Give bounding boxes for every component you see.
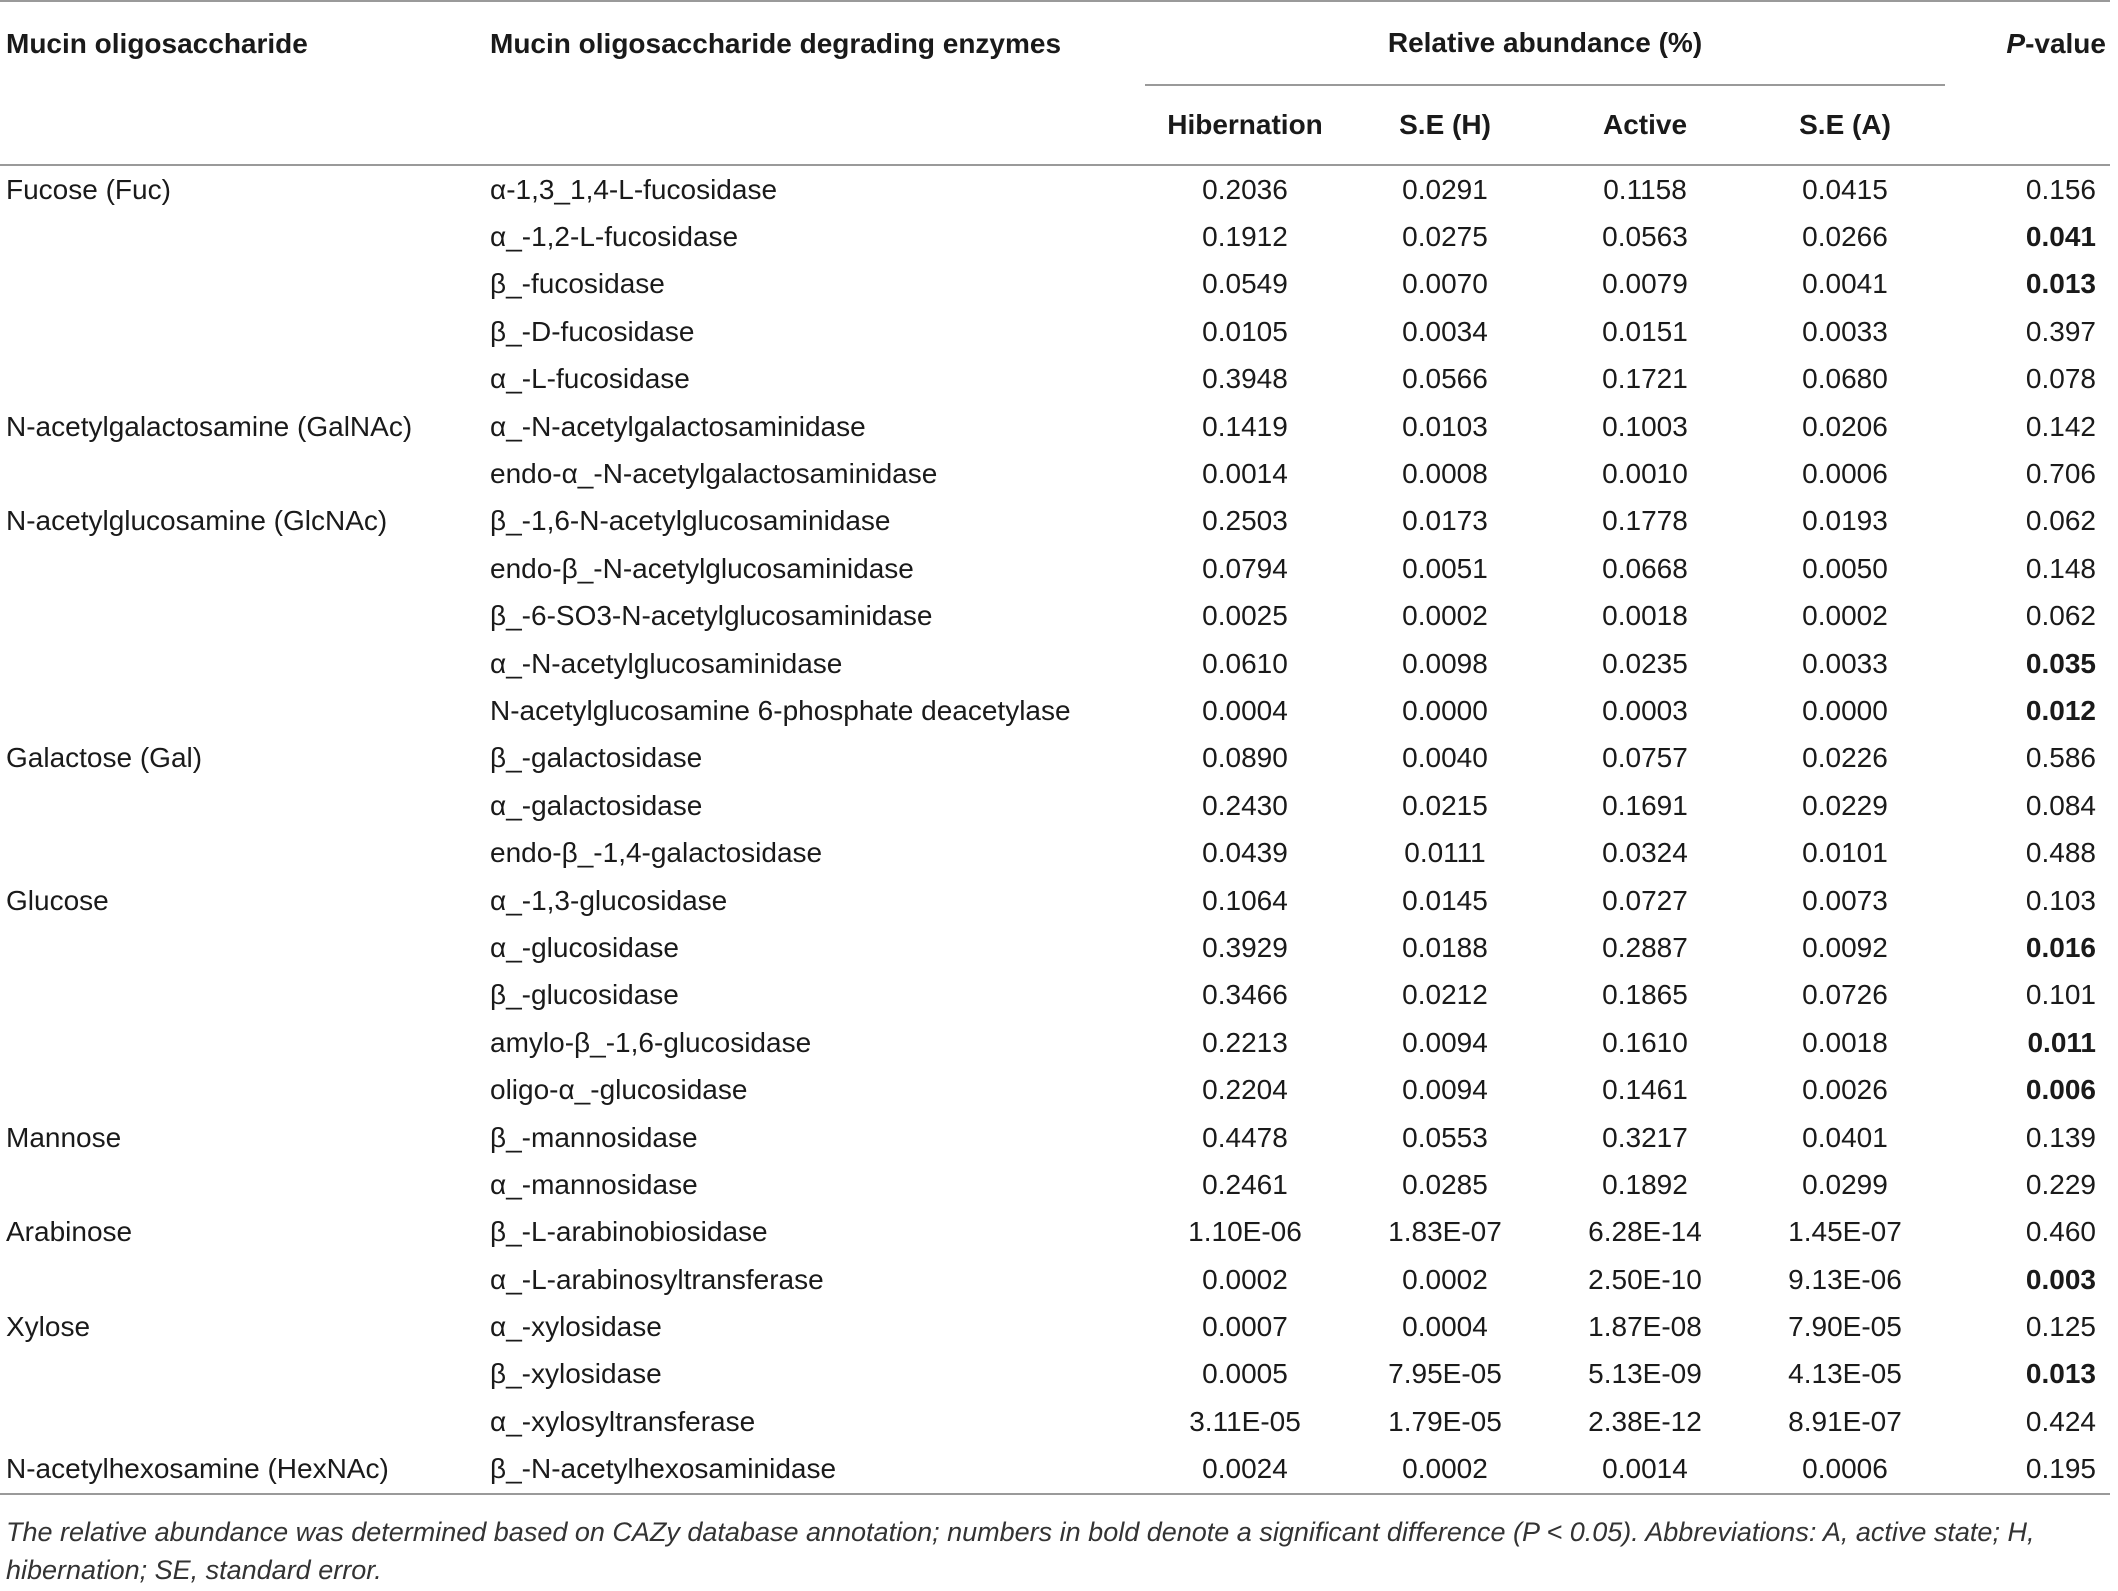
cell-sugar [0, 356, 490, 403]
table-body [0, 165, 2110, 1494]
cell-active: 0.1865 [1602, 979, 1688, 1011]
table-row [0, 165, 2110, 213]
cell-se-h: 0.0094 [1402, 1026, 1488, 1058]
cell-enzyme: β_-D-fucosidase [490, 315, 695, 347]
cell-sugar [0, 972, 490, 1019]
cell-hibernation: 0.0794 [1202, 552, 1288, 584]
header-active: Active [1545, 85, 1745, 165]
cell-hibernation: 0.2461 [1202, 1168, 1288, 1200]
cell-p-value: 0.084 [2025, 789, 2096, 821]
cell-hibernation: 0.2204 [1202, 1074, 1288, 1106]
table-row [0, 640, 2110, 687]
cell-p-value: 0.013 [2025, 1358, 2096, 1390]
cell-enzyme: β_-6-SO3-N-acetylglucosaminidase [490, 600, 933, 632]
table-row [0, 1114, 2110, 1161]
cell-se-h: 0.0070 [1402, 268, 1488, 300]
cell-se-a: 0.0041 [1802, 268, 1888, 300]
cell-enzyme: endo-β_-1,4-galactosidase [490, 837, 823, 869]
cell-hibernation: 0.0610 [1202, 647, 1288, 679]
cell-se-h: 0.0111 [1404, 837, 1486, 869]
header-p-value [1945, 1, 2110, 85]
table-row [0, 687, 2110, 734]
header-enzyme: Mucin oligosaccharide degrading enzymes [490, 1, 1145, 85]
cell-hibernation: 0.0105 [1202, 315, 1288, 347]
cell-se-a: 0.0726 [1802, 979, 1888, 1011]
cell-se-h: 0.0002 [1402, 1263, 1488, 1295]
cell-se-a: 0.0206 [1802, 410, 1888, 442]
cell-p-value: 0.006 [2025, 1074, 2096, 1106]
cell-se-h: 0.0173 [1402, 505, 1488, 537]
cell-enzyme: α_-1,2-L-fucosidase [490, 221, 739, 253]
cell-active: 0.1778 [1602, 505, 1688, 537]
cell-hibernation: 0.3948 [1202, 363, 1288, 395]
cell-p-value: 0.062 [2025, 505, 2096, 537]
cell-active: 0.1691 [1602, 789, 1688, 821]
cell-p-value: 0.706 [2025, 458, 2096, 490]
cell-p-value: 0.139 [2025, 1121, 2096, 1153]
cell-p-value: 0.041 [2025, 221, 2096, 253]
cell-sugar [0, 308, 490, 355]
cell-sugar: Glucose [6, 884, 109, 916]
table-row [0, 1256, 2110, 1303]
table-row [0, 972, 2110, 1019]
cell-se-h: 0.0212 [1402, 979, 1488, 1011]
cell-active: 0.0018 [1602, 600, 1688, 632]
cell-sugar [0, 687, 490, 734]
cell-se-a: 0.0018 [1802, 1026, 1888, 1058]
table-row [0, 1446, 2110, 1494]
cell-p-value: 0.003 [2025, 1263, 2096, 1295]
cell-enzyme: β_-glucosidase [490, 979, 679, 1011]
cell-p-value: 0.229 [2025, 1168, 2096, 1200]
cell-se-a: 0.0050 [1802, 552, 1888, 584]
table-row [0, 308, 2110, 355]
header-se-h: S.E (H) [1345, 85, 1545, 165]
cell-enzyme: α_-L-fucosidase [490, 363, 690, 395]
cell-se-h: 0.0215 [1402, 789, 1488, 821]
cell-active: 2.50E-10 [1588, 1263, 1702, 1295]
cell-hibernation: 0.0005 [1202, 1358, 1288, 1390]
table-row [0, 1161, 2110, 1208]
cell-sugar [0, 1161, 490, 1208]
cell-hibernation: 1.10E-06 [1188, 1216, 1302, 1248]
cell-active: 0.0757 [1602, 742, 1688, 774]
table-row [0, 1066, 2110, 1113]
cell-se-a: 0.0266 [1802, 221, 1888, 253]
cell-enzyme: α_-xylosidase [490, 1311, 662, 1343]
cell-active: 0.1461 [1602, 1074, 1688, 1106]
cell-se-a: 0.0033 [1802, 315, 1888, 347]
cell-se-h: 0.0000 [1402, 694, 1488, 726]
cell-sugar: Fucose (Fuc) [6, 173, 171, 205]
cell-hibernation: 0.1064 [1202, 884, 1288, 916]
cell-sugar [0, 450, 490, 497]
cell-enzyme: β_-mannosidase [490, 1121, 698, 1153]
cell-sugar [0, 545, 490, 592]
cell-p-value: 0.012 [2025, 694, 2096, 726]
cell-se-a: 1.45E-07 [1788, 1216, 1902, 1248]
cell-se-a: 9.13E-06 [1788, 1263, 1902, 1295]
cell-hibernation: 0.0002 [1202, 1263, 1288, 1295]
header-spacer-sugar [0, 85, 490, 165]
cell-hibernation: 0.0004 [1202, 694, 1288, 726]
cell-hibernation: 0.2503 [1202, 505, 1288, 537]
cell-se-a: 0.0073 [1802, 884, 1888, 916]
table-row [0, 498, 2110, 545]
table-row [0, 593, 2110, 640]
cell-se-a: 0.0006 [1745, 1446, 1945, 1494]
cell-enzyme: amylo-β_-1,6-glucosidase [490, 1026, 812, 1058]
cell-se-a: 0.0401 [1802, 1121, 1888, 1153]
cell-hibernation: 0.1419 [1202, 410, 1288, 442]
cell-se-h: 0.0040 [1402, 742, 1488, 774]
header-sugar: Mucin oligosaccharide [0, 1, 490, 85]
cell-enzyme: β_-xylosidase [490, 1358, 662, 1390]
table-row [0, 1019, 2110, 1066]
cell-active: 0.1158 [1603, 173, 1687, 205]
header-se-a: S.E (A) [1745, 85, 1945, 165]
cell-p-value: 0.488 [2025, 837, 2096, 869]
cell-se-h: 0.0188 [1402, 931, 1488, 963]
cell-active: 5.13E-09 [1588, 1358, 1702, 1390]
table-row [0, 213, 2110, 260]
cell-enzyme: α_-N-acetylglucosaminidase [490, 647, 843, 679]
table-row [0, 403, 2110, 450]
table-row [0, 356, 2110, 403]
header-p-italic: P [2006, 27, 2026, 59]
cell-se-h: 7.95E-05 [1388, 1358, 1502, 1390]
table-row [0, 735, 2110, 782]
cell-active: 0.0010 [1602, 458, 1688, 490]
cell-se-a: 0.0229 [1802, 789, 1888, 821]
cell-active: 1.87E-08 [1588, 1311, 1702, 1343]
cell-enzyme: α_-1,3-glucosidase [490, 884, 728, 916]
cell-sugar: Xylose [6, 1311, 91, 1343]
cell-enzyme: oligo-α_-glucosidase [490, 1074, 748, 1106]
cell-sugar: Arabinose [6, 1216, 133, 1248]
cell-se-a: 0.0415 [1802, 173, 1888, 205]
cell-enzyme: α_-L-arabinosyltransferase [490, 1263, 824, 1295]
cell-sugar: N-acetylgalactosamine (GalNAc) [6, 410, 413, 442]
cell-sugar [0, 640, 490, 687]
cell-p-value: 0.011 [2027, 1026, 2096, 1058]
cell-se-a: 0.0299 [1802, 1168, 1888, 1200]
cell-hibernation: 0.3466 [1202, 979, 1288, 1011]
cell-hibernation: 0.0007 [1202, 1311, 1288, 1343]
cell-sugar [0, 829, 490, 876]
cell-active: 0.1892 [1602, 1168, 1688, 1200]
cell-se-h: 0.0094 [1402, 1074, 1488, 1106]
cell-enzyme: β_-L-arabinobiosidase [490, 1216, 768, 1248]
cell-se-h: 0.0103 [1402, 410, 1488, 442]
cell-active: 2.38E-12 [1588, 1405, 1702, 1437]
cell-enzyme: α_-galactosidase [490, 789, 703, 821]
cell-se-h: 1.83E-07 [1388, 1216, 1502, 1248]
cell-hibernation: 0.1912 [1202, 221, 1288, 253]
cell-enzyme: endo-β_-N-acetylglucosaminidase [490, 552, 914, 584]
cell-p-value: 0.101 [2025, 979, 2096, 1011]
cell-p-value: 0.460 [2025, 1216, 2096, 1248]
cell-active: 0.0014 [1545, 1446, 1745, 1494]
cell-sugar [0, 261, 490, 308]
cell-hibernation: 0.2430 [1202, 789, 1288, 821]
table-row [0, 1351, 2110, 1398]
cell-sugar: Galactose (Gal) [6, 742, 203, 774]
table-row [0, 1398, 2110, 1445]
table-row [0, 877, 2110, 924]
cell-se-a: 0.0000 [1802, 694, 1888, 726]
cell-sugar [0, 1256, 490, 1303]
cell-hibernation: 0.0890 [1202, 742, 1288, 774]
cell-se-h: 0.0034 [1402, 315, 1488, 347]
cell-hibernation: 0.0025 [1202, 600, 1288, 632]
cell-p-value: 0.062 [2025, 600, 2096, 632]
table-row [0, 829, 2110, 876]
cell-p-value: 0.148 [2025, 552, 2096, 584]
cell-active: 0.1003 [1602, 410, 1688, 442]
cell-sugar: Mannose [6, 1121, 122, 1153]
cell-active: 0.0727 [1602, 884, 1688, 916]
cell-p-value: 0.035 [2025, 647, 2096, 679]
cell-hibernation: 0.3929 [1202, 931, 1288, 963]
cell-p-value: 0.156 [2025, 173, 2096, 205]
cell-se-a: 0.0101 [1802, 837, 1888, 869]
cell-p-value: 0.397 [2025, 315, 2096, 347]
cell-hibernation: 0.4478 [1202, 1121, 1288, 1153]
table-row [0, 545, 2110, 592]
cell-se-a: 7.90E-05 [1788, 1311, 1902, 1343]
cell-enzyme: α_-xylosyltransferase [490, 1405, 756, 1437]
cell-enzyme: β_-N-acetylhexosaminidase [490, 1446, 1145, 1494]
cell-active: 0.0079 [1602, 268, 1688, 300]
cell-active: 0.0324 [1602, 837, 1688, 869]
cell-hibernation: 0.2036 [1202, 173, 1288, 205]
table-row [0, 782, 2110, 829]
cell-sugar: N-acetylglucosamine (GlcNAc) [6, 505, 388, 537]
cell-enzyme: β_-galactosidase [490, 742, 703, 774]
cell-hibernation: 0.0549 [1202, 268, 1288, 300]
cell-enzyme: endo-α_-N-acetylgalactosaminidase [490, 458, 938, 490]
cell-hibernation: 0.0439 [1202, 837, 1288, 869]
cell-se-h: 0.0275 [1402, 221, 1488, 253]
cell-se-h: 0.0566 [1402, 363, 1488, 395]
header-spacer-p [1945, 85, 2110, 165]
cell-se-h: 0.0291 [1402, 173, 1488, 205]
cell-se-a: 0.0193 [1802, 505, 1888, 537]
cell-active: 0.2887 [1602, 931, 1688, 963]
cell-se-h: 0.0285 [1402, 1168, 1488, 1200]
cell-enzyme: α_-N-acetylgalactosaminidase [490, 410, 866, 442]
cell-active: 0.0003 [1602, 694, 1688, 726]
cell-se-h: 0.0145 [1402, 884, 1488, 916]
cell-se-h: 0.0553 [1402, 1121, 1488, 1153]
header-relative-abundance: Relative abundance (%) [1145, 1, 1945, 85]
cell-p-value: 0.103 [2025, 884, 2096, 916]
cell-p-value: 0.125 [2025, 1311, 2096, 1343]
table-caption: The relative abundance was determined based on CAZy database annotation; numbers in bold denote a significant difference (P < 0.05). Abbreviations: A, active state; H, hibernation; SE, standard error. [6, 1517, 2035, 1585]
cell-sugar [0, 1066, 490, 1113]
cell-active: 0.0563 [1602, 221, 1688, 253]
cell-active: 6.28E-14 [1588, 1216, 1702, 1248]
cell-sugar [0, 924, 490, 971]
cell-hibernation: 3.11E-05 [1189, 1405, 1301, 1437]
cell-active: 0.3217 [1602, 1121, 1688, 1153]
cell-enzyme: β_-fucosidase [490, 268, 665, 300]
cell-p-value: 0.142 [2025, 410, 2096, 442]
cell-active: 0.0235 [1602, 647, 1688, 679]
cell-se-h: 0.0008 [1402, 458, 1488, 490]
cell-se-a: 0.0092 [1802, 931, 1888, 963]
cell-p-value: 0.195 [1945, 1446, 2110, 1494]
cell-se-a: 0.0006 [1802, 458, 1888, 490]
cell-p-value: 0.016 [2025, 931, 2096, 963]
header-spacer-enzyme [490, 85, 1145, 165]
cell-hibernation: 0.0014 [1202, 458, 1288, 490]
cell-enzyme: β_-1,6-N-acetylglucosaminidase [490, 505, 891, 537]
cell-se-a: 0.0002 [1802, 600, 1888, 632]
cell-enzyme: α_-mannosidase [490, 1168, 698, 1200]
cell-se-h: 0.0098 [1402, 647, 1488, 679]
cell-sugar [0, 1398, 490, 1445]
cell-se-a: 0.0226 [1802, 742, 1888, 774]
cell-se-a: 0.0033 [1802, 647, 1888, 679]
table-row [0, 1209, 2110, 1256]
cell-active: 0.1610 [1602, 1026, 1688, 1058]
cell-se-a: 8.91E-07 [1788, 1405, 1902, 1437]
cell-sugar: N-acetylhexosamine (HexNAc) [0, 1446, 490, 1494]
cell-hibernation: 0.2213 [1202, 1026, 1288, 1058]
table-row [0, 924, 2110, 971]
table-row [0, 450, 2110, 497]
cell-sugar [0, 1019, 490, 1066]
cell-sugar [0, 782, 490, 829]
cell-se-a: 4.13E-05 [1788, 1358, 1902, 1390]
cell-se-h: 1.79E-05 [1388, 1405, 1502, 1437]
cell-se-h: 0.0002 [1402, 600, 1488, 632]
cell-hibernation: 0.0024 [1145, 1446, 1345, 1494]
cell-enzyme: α-1,3_1,4-L-fucosidase [490, 173, 778, 205]
cell-p-value: 0.013 [2025, 268, 2096, 300]
cell-sugar [0, 213, 490, 260]
cell-active: 0.1721 [1602, 363, 1688, 395]
table-row [0, 261, 2110, 308]
cell-enzyme: α_-glucosidase [490, 931, 679, 963]
header-hibernation: Hibernation [1145, 85, 1345, 165]
cell-p-value: 0.078 [2025, 363, 2096, 395]
cell-p-value: 0.586 [2025, 742, 2096, 774]
header-p-suffix: -value [2025, 27, 2106, 59]
cell-se-h: 0.0004 [1402, 1311, 1488, 1343]
cell-active: 0.0668 [1602, 552, 1688, 584]
table-row [0, 1303, 2110, 1350]
cell-sugar [0, 1351, 490, 1398]
cell-se-h: 0.0002 [1345, 1446, 1545, 1494]
cell-se-h: 0.0051 [1402, 552, 1488, 584]
cell-p-value: 0.424 [2025, 1405, 2096, 1437]
cell-sugar [0, 593, 490, 640]
cell-se-a: 0.0026 [1802, 1074, 1888, 1106]
cell-se-a: 0.0680 [1802, 363, 1888, 395]
cell-enzyme: N-acetylglucosamine 6-phosphate deacetylase [490, 694, 1071, 726]
cell-active: 0.0151 [1602, 315, 1688, 347]
